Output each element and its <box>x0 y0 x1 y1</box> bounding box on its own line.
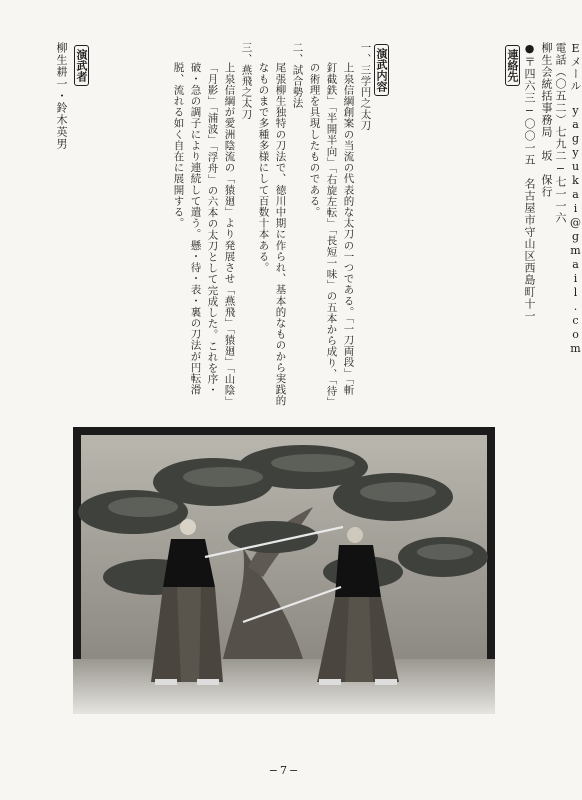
content-line-7: なものまで多種多様にして百数十本ある。 <box>257 62 270 273</box>
content-line-9: 上泉信綱が愛洲陰流の「猿廻」より発展させ「燕飛」「猿廻」「山陰」 <box>223 62 236 407</box>
contact-line-4: Eメール yagyukai@gmail.com <box>569 42 582 356</box>
contact-line-3: 電話（〇五二）七九二−七一一六 <box>554 42 567 224</box>
martial-arts-photo <box>73 427 495 714</box>
content-line-12: 脱、流れる如く自在に展開する。 <box>172 62 185 229</box>
contact-line-1: ●〒四六三−〇〇一五 名古屋市守山区西島町十一 <box>523 42 536 322</box>
content-line-3: 釘截鉄」「半開半向」「右旋左転」「長短一味」の五本から成り、「待」 <box>325 62 338 408</box>
content-line-1: 一、三学円之太刀 <box>359 42 372 131</box>
page-number: −7− <box>268 764 301 777</box>
contact-heading: 連絡先 <box>505 45 520 86</box>
content-line-11: 破・急の調子により連続して遣う。懸・待・表・裏の刀法が円転滑 <box>189 62 202 395</box>
content-line-4: の術理を具現したものである。 <box>308 62 321 218</box>
contact-line-2: 柳生会統括事務局 坂 保行 <box>540 42 553 198</box>
performers-heading: 演武者 <box>74 45 89 86</box>
performers-line-1: 柳生耕一・鈴木英男 <box>55 42 68 150</box>
content-line-10: 「月影」「浦波」「浮舟」の六本の太刀として完成した。これを序・ <box>206 62 219 396</box>
content-heading: 演武内容 <box>374 44 389 96</box>
content-line-2: 上泉信綱創案の当流の代表的な太刀の一つである。「一刀両段」「斬 <box>342 62 355 396</box>
content-line-8: 三、燕飛之太刀 <box>240 42 253 120</box>
content-line-6: 尾張柳生独特の刀法で、徳川中期に作られ、基本的なものから実践的 <box>274 62 287 407</box>
content-line-5: 二、試合勢法 <box>291 42 304 109</box>
